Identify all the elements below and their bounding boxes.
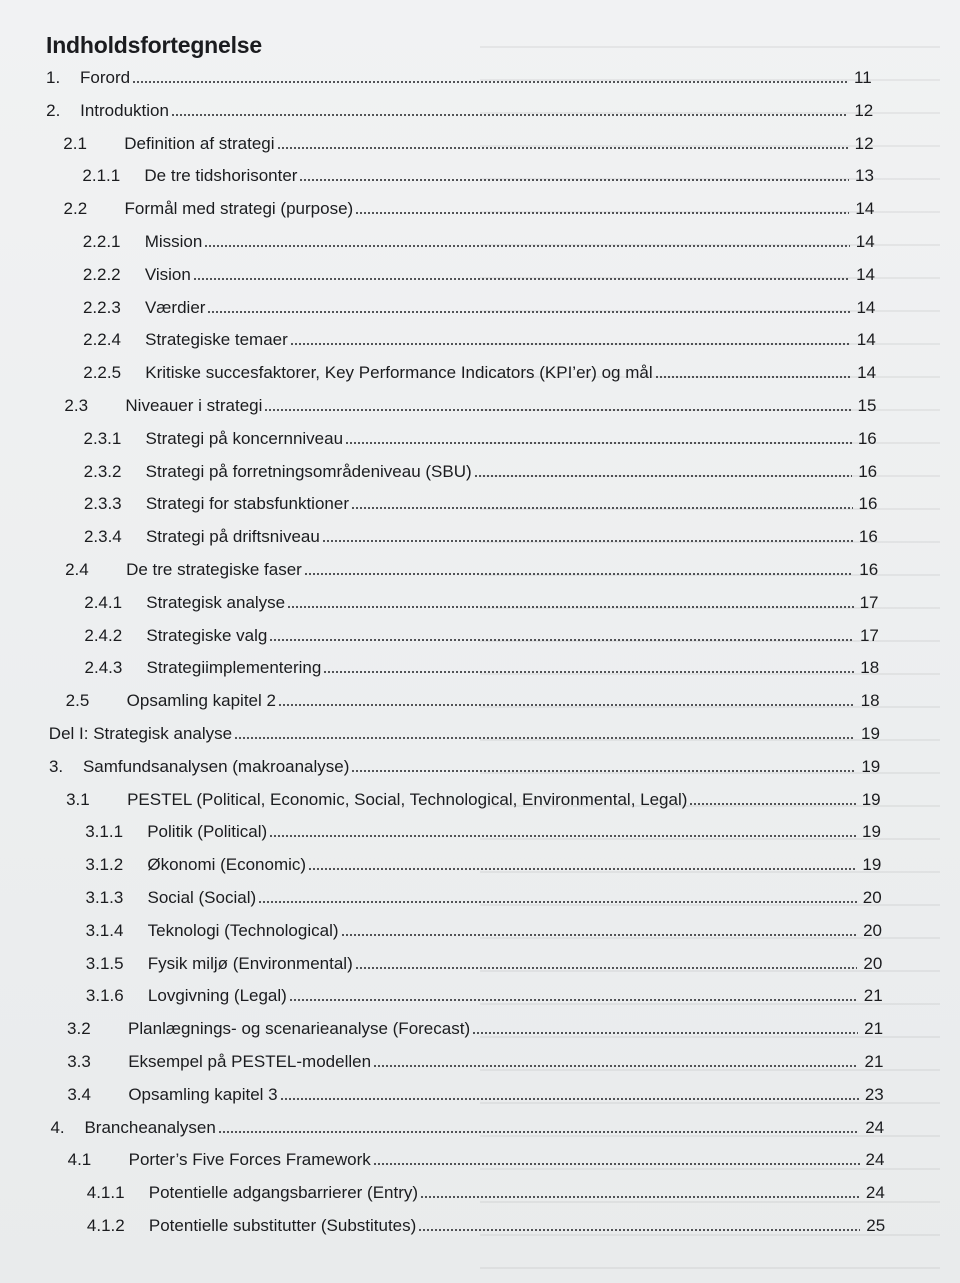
toc-entry-number: 4.1.1 [86, 1183, 125, 1203]
toc-entry[interactable] [87, 1210, 892, 1236]
toc-entry[interactable] [66, 784, 888, 810]
toc-entry-label: Potentielle adgangsbarrierer (Entry) [148, 1183, 419, 1203]
dot-leader [351, 507, 853, 509]
toc-entry-label: Eksempel på PESTEL-modellen [128, 1052, 372, 1071]
toc-entry[interactable] [82, 160, 881, 186]
dot-leader [171, 114, 848, 116]
toc-entry[interactable] [85, 849, 888, 875]
toc-entry-label: Strategi på forretningsområdeniveau (SBU) [145, 461, 472, 481]
toc-entry-page-number: 15 [857, 396, 877, 415]
toc-entry-page-number: 16 [857, 428, 877, 448]
toc-entry-label: Strategi for stabsfunktioner [145, 494, 349, 514]
dot-leader [204, 245, 849, 247]
toc-entry-page-number: 21 [864, 1052, 884, 1071]
dot-leader [322, 540, 853, 542]
dot-leader [258, 901, 857, 903]
toc-entry[interactable] [50, 1112, 891, 1138]
toc-entry-label: Brancheanalysen [84, 1117, 216, 1137]
toc-entry[interactable] [49, 718, 887, 744]
toc-entry-label: Strategiimplementering [146, 658, 322, 678]
toc-entry-page-number: 14 [855, 232, 875, 251]
toc-entry-number: 2.3.4 [83, 527, 122, 547]
toc-entry[interactable] [49, 751, 887, 777]
toc-entry-label: Vision [144, 264, 191, 284]
dot-leader [278, 704, 855, 706]
toc-entry-page-number: 16 [858, 494, 878, 514]
toc-entry-number: 4.1 [67, 1150, 92, 1170]
toc-entry[interactable] [84, 423, 884, 449]
toc-entry[interactable] [84, 456, 885, 482]
toc-entry-label: Definition af strategi [124, 133, 275, 153]
toc-entry[interactable] [67, 1013, 890, 1039]
toc-entry-number: 3.4 [67, 1084, 91, 1104]
toc-entry-label: Politik (Political) [147, 822, 268, 842]
toc-entry-label: Social (Social) [147, 888, 257, 907]
toc-entry-number: 2.1.1 [82, 166, 121, 186]
dot-leader [290, 343, 851, 345]
dot-leader [193, 278, 850, 280]
dot-leader [308, 868, 856, 870]
toc-entry[interactable] [87, 1177, 892, 1203]
toc-entry-number: 3. [48, 756, 64, 776]
toc-entry-number: 2.2.2 [82, 264, 121, 284]
toc-entry-number: 2.2.5 [83, 363, 122, 383]
toc-entry-page-number: 25 [866, 1216, 886, 1235]
dot-leader [277, 147, 849, 149]
dot-leader [218, 1131, 859, 1133]
toc-entry-label: Planlægnings- og scenarieanalyse (Forecast) [128, 1019, 471, 1039]
toc-entry-number: 2.4.1 [84, 592, 123, 612]
toc-entry-page-number: 13 [855, 166, 874, 186]
toc-entry-label: Lovgivning (Legal) [147, 986, 287, 1006]
toc-entry-number: 2.2 [63, 199, 88, 219]
dot-leader [355, 967, 858, 969]
toc-entry-page-number: 16 [858, 461, 878, 481]
toc-entry-page-number: 21 [864, 1019, 884, 1039]
toc-entry-number: 2.4 [65, 560, 89, 579]
toc-entry[interactable] [85, 816, 888, 842]
toc-entry-number: 2.3.1 [83, 428, 122, 448]
toc-entry[interactable] [46, 62, 880, 88]
dot-leader [264, 409, 851, 411]
toc-entry-page-number: 19 [862, 855, 882, 875]
toc-entry-number: 2.5 [65, 691, 90, 711]
toc-entry-page-number: 17 [859, 592, 879, 612]
dot-leader [373, 1163, 860, 1165]
toc-entry-page-number: 11 [854, 68, 872, 87]
toc-entry[interactable] [86, 980, 890, 1006]
toc-entry[interactable] [84, 587, 885, 613]
toc-entry-label: Introduktion [80, 100, 169, 120]
toc-entry-label: Forord [80, 68, 131, 87]
toc-entry-label: Opsamling kapitel 3 [128, 1084, 278, 1104]
toc-entry[interactable] [64, 193, 882, 219]
toc-entry[interactable] [83, 357, 883, 383]
toc-entry-number: 3.1 [66, 789, 90, 809]
dot-leader [234, 737, 855, 739]
dot-leader [351, 770, 855, 772]
toc-entry-page-number: 21 [863, 986, 883, 1006]
toc-entry[interactable] [83, 259, 882, 285]
toc-entry[interactable] [85, 652, 887, 678]
toc-entry-number: 3.1.1 [85, 822, 124, 842]
toc-entry[interactable] [66, 685, 887, 711]
toc-entry-label: Værdier [144, 297, 206, 317]
toc-entry-label: Fysik miljø (Environmental) [147, 953, 353, 973]
dot-leader [304, 573, 853, 575]
toc-entry-number: 2.2.4 [83, 330, 121, 350]
dot-leader [655, 376, 852, 378]
toc-entry-label: Strategi på koncernniveau [145, 428, 344, 448]
toc-entry-label: Strategi på driftsniveau [145, 527, 320, 547]
toc-entry-number: 2.3.2 [83, 461, 122, 481]
toc-entry-page-number: 19 [861, 789, 881, 809]
toc-entry[interactable] [67, 1046, 890, 1072]
toc-entry-number: 3.1.4 [85, 920, 124, 940]
toc-entry[interactable] [68, 1144, 892, 1170]
toc-entry-label: Økonomi (Economic) [147, 855, 307, 875]
toc-entry-page-number: 24 [865, 1183, 885, 1203]
toc-entry-label: Mission [144, 232, 203, 251]
toc-entry-number: 2. [46, 100, 61, 120]
toc-entry-label: De tre tidshorisonter [144, 166, 298, 186]
dot-leader [323, 671, 854, 673]
page-title: Indholdsfortegnelse [46, 32, 262, 58]
toc-entry-label: Strategisk analyse [146, 592, 286, 612]
toc-entry-page-number: 14 [857, 363, 877, 383]
toc-entry-number: 1. [46, 68, 61, 87]
dot-leader [299, 179, 849, 181]
dot-leader [269, 835, 856, 837]
dot-leader [418, 1229, 860, 1231]
toc-entry-page-number: 14 [856, 297, 876, 317]
toc-entry-number: 2.2.1 [82, 232, 121, 251]
toc-entry-page-number: 23 [864, 1084, 884, 1104]
dot-leader [420, 1196, 860, 1198]
toc-entry[interactable] [63, 128, 880, 154]
dot-leader [355, 212, 849, 214]
toc-entry-page-number: 17 [859, 625, 879, 645]
toc-entry[interactable] [65, 554, 885, 580]
dot-leader [345, 442, 852, 444]
toc-entry[interactable] [67, 1079, 891, 1105]
toc-entry-label: Porter’s Five Forces Framework [128, 1150, 371, 1170]
toc-entry-number: 3.2 [67, 1019, 91, 1039]
toc-entry[interactable] [84, 620, 886, 646]
toc-entry[interactable] [84, 488, 885, 514]
toc-entry-number: 3.1.5 [85, 953, 124, 973]
toc-entry-number: 3.1.6 [85, 986, 124, 1006]
toc-entry-page-number: 24 [865, 1150, 885, 1170]
toc-entry[interactable] [83, 324, 883, 350]
toc-entry-number: 4.1.2 [86, 1216, 125, 1235]
toc-entry-number: 3.1.3 [85, 888, 124, 907]
toc-entry-page-number: 24 [865, 1117, 885, 1137]
toc-entry-page-number: 14 [856, 264, 875, 284]
toc-entry-page-number: 14 [855, 199, 875, 219]
toc-entry-number: 2.1 [63, 133, 87, 153]
toc-entry-label: Potentielle substitutter (Substitutes) [148, 1216, 417, 1235]
toc-entry[interactable] [83, 292, 882, 318]
toc-entry-page-number: 14 [856, 330, 876, 350]
dot-leader [287, 606, 853, 608]
dot-leader [472, 1032, 858, 1034]
dot-leader [373, 1065, 858, 1067]
toc-entry-number: 2.3 [64, 396, 89, 415]
toc-entry[interactable] [86, 882, 889, 908]
toc-entry-page-number: 12 [854, 100, 874, 120]
toc-entry-label: De tre strategiske faser [126, 560, 302, 579]
toc-entry-number: 2.3.3 [83, 494, 122, 514]
dot-leader [689, 803, 855, 805]
dot-leader [280, 1098, 859, 1100]
toc-entry-number: 2.4.2 [84, 625, 123, 645]
toc-entry-page-number: 12 [854, 133, 874, 153]
dot-leader [207, 311, 850, 313]
toc-entry-label: Samfundsanalysen (makroanalyse) [82, 756, 350, 776]
toc-entry-page-number: 20 [863, 953, 883, 973]
toc-entry[interactable] [86, 915, 889, 941]
toc-entry-number: 2.4.3 [84, 658, 123, 678]
toc-entry-page-number: 18 [860, 658, 880, 678]
dot-leader [474, 475, 853, 477]
toc-entry-page-number: 16 [859, 560, 879, 579]
toc-entry-page-number: 16 [858, 527, 878, 547]
toc-entry-label: Niveauer i strategi [125, 396, 263, 415]
toc-entry-number: 3.3 [67, 1052, 91, 1071]
toc-entry-page-number: 18 [860, 691, 880, 711]
toc-entry-number: 3.1.2 [85, 855, 124, 875]
toc-entry-number: 4. [50, 1117, 65, 1137]
toc-entry[interactable] [86, 948, 890, 974]
toc-entry-label: Del I: Strategisk analyse [48, 724, 233, 743]
dot-leader [269, 639, 854, 641]
dot-leader [132, 81, 848, 83]
toc-entry-page-number: 19 [861, 756, 881, 776]
toc-entry-label: Strategiske temaer [145, 330, 288, 350]
toc-entry-label: Teknologi (Technological) [147, 920, 339, 940]
toc-entry-number: 2.2.3 [82, 297, 121, 317]
toc-entry[interactable] [46, 95, 880, 121]
toc-entry[interactable] [84, 521, 885, 547]
toc-entry-page-number: 19 [860, 724, 880, 743]
toc-entry-label: PESTEL (Political, Economic, Social, Technological, Environmental, Legal) [127, 789, 688, 809]
toc-entry-label: Kritiske succesfaktorer, Key Performance Indicators (KPI’er) og mål [145, 363, 653, 383]
toc-entry-label: Strategiske valg [146, 625, 268, 645]
toc-entry-label: Formål med strategi (purpose) [124, 199, 354, 219]
toc-entry[interactable] [83, 226, 882, 252]
dot-leader [341, 934, 858, 936]
toc-entry-page-number: 20 [862, 888, 882, 907]
toc-entry-label: Opsamling kapitel 2 [126, 691, 276, 711]
toc-entry-page-number: 19 [862, 822, 881, 842]
toc-entry[interactable] [64, 390, 883, 416]
dot-leader [289, 999, 858, 1001]
toc-entry-page-number: 20 [863, 920, 882, 940]
